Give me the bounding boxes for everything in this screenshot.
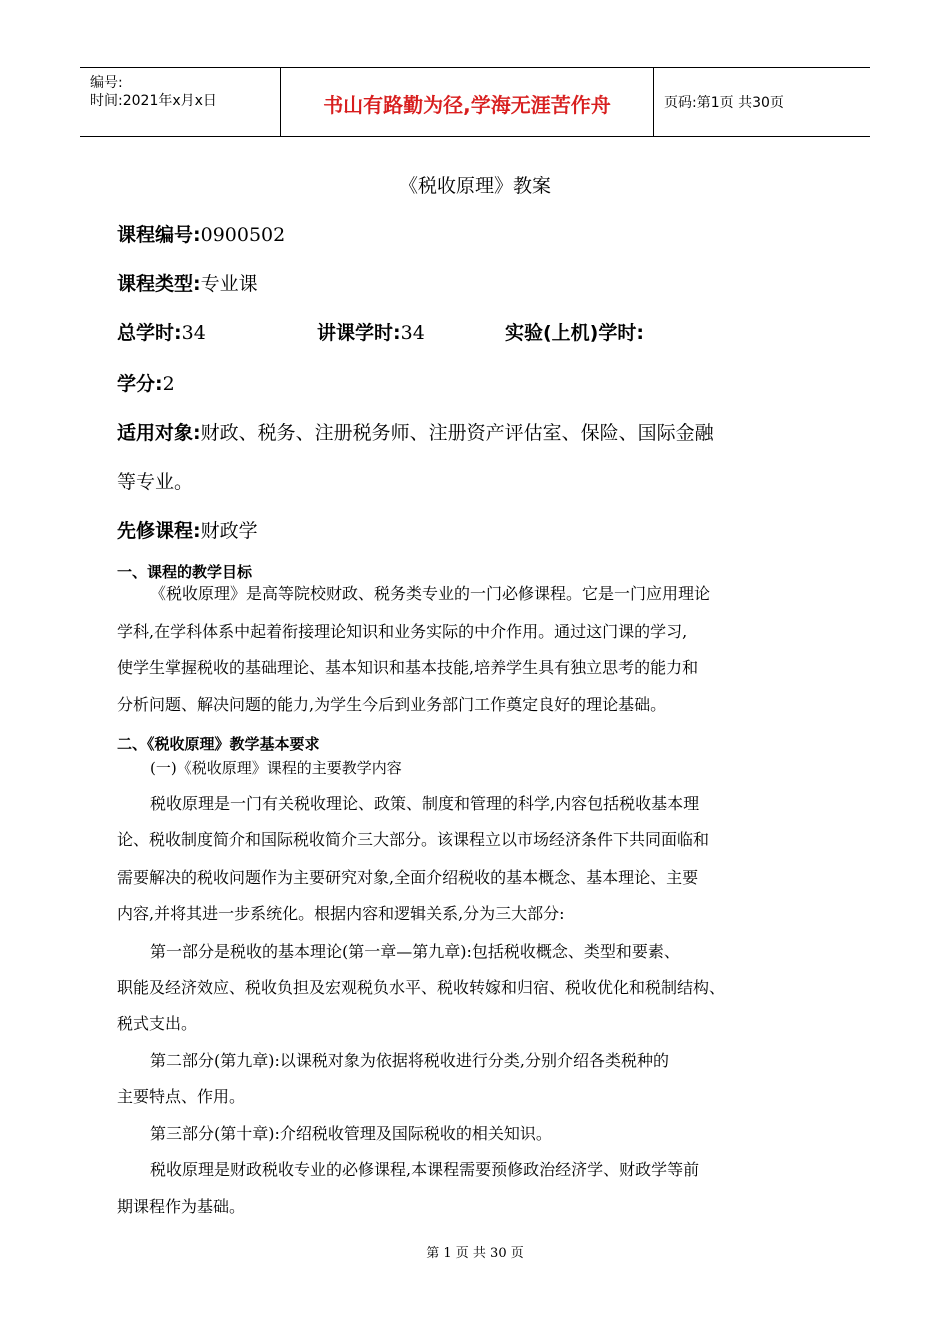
course-number-label: 课程编号: [117, 224, 201, 246]
course-number-field [117, 222, 285, 248]
credits-value: 2 [162, 373, 175, 395]
section2-para3-line: 主要特点、作用。 [117, 1087, 246, 1106]
section2-heading: 二、《税收原理》教学基本要求 [117, 735, 320, 753]
prereq-field [117, 518, 258, 544]
section2-para4-line: 第三部分(第十章):介绍税收管理及国际税收的相关知识。 [150, 1124, 552, 1143]
section2-para1-line: 需要解决的税收问题作为主要研究对象,全面介绍税收的基本概念、基本理论、主要 [117, 868, 699, 887]
lab-hours-field [505, 320, 644, 346]
prereq-label: 先修课程: [117, 520, 201, 542]
total-hours-label: 总学时: [117, 322, 182, 344]
course-number-value: 0900502 [200, 224, 286, 246]
section2-para2-line: 职能及经济效应、税收负担及宏观税负水平、税收转嫁和归宿、税收优化和税制结构、 [117, 978, 726, 997]
audience-field [117, 420, 714, 446]
section2-para1-line: 论、税收制度简介和国际税收简介三大部分。该课程立以市场经济条件下共同面临和 [117, 830, 710, 849]
audience-value-line1: 财政、税务、注册税务师、注册资产评估室、保险、国际金融 [200, 422, 714, 444]
credits-field [117, 371, 175, 397]
course-type-field [117, 271, 258, 297]
section2-para2-line: 税式支出。 [117, 1014, 198, 1033]
document-title: 《税收原理》教案 [398, 175, 551, 197]
credits-label: 学分: [117, 373, 163, 395]
section1-line: 分析问题、解决问题的能力,为学生今后到业务部门工作奠定良好的理论基础。 [117, 695, 667, 714]
header-page-cell [654, 68, 870, 136]
header-date: 时间:2021年x月x日 [90, 93, 217, 109]
header-motto-cell [280, 68, 654, 136]
section2-para5-line: 税收原理是财政税收专业的必修课程,本课程需要预修政治经济学、财政学等前 [150, 1160, 700, 1179]
audience-label: 适用对象: [117, 422, 201, 444]
lecture-hours-value: 34 [400, 322, 425, 344]
header-page-code: 页码:第1页 共30页 [664, 95, 784, 111]
header-motto: 书山有路勤为径,学海无涯苦作舟 [323, 93, 611, 117]
section1-line: 使学生掌握税收的基础理论、基本知识和基本技能,培养学生具有独立思考的能力和 [117, 658, 699, 677]
section2-para3-line: 第二部分(第九章):以课税对象为依据将税收进行分类,分别介绍各类税种的 [150, 1051, 669, 1070]
section1-heading: 一、课程的教学目标 [117, 563, 253, 581]
section1-line: 《税收原理》是高等院校财政、税务类专业的一门必修课程。它是一门应用理论 [150, 584, 711, 603]
section1-line: 学科,在学科体系中起着衔接理论知识和业务实际的中介作用。通过这门课的学习, [117, 622, 688, 641]
total-hours-value: 34 [181, 322, 206, 344]
section2-para5-line: 期课程作为基础。 [117, 1197, 246, 1216]
page-footer: 第 1 页 共 30 页 [426, 1246, 524, 1261]
section2-subheading: (一)《税收原理》课程的主要教学内容 [150, 759, 402, 777]
total-hours-field [117, 320, 206, 346]
lecture-hours-field [317, 320, 425, 346]
prereq-value: 财政学 [200, 520, 258, 542]
page-header [80, 67, 870, 137]
header-number: 编号: [90, 75, 123, 91]
course-type-value: 专业课 [200, 273, 258, 295]
lab-hours-label: 实验(上机)学时: [505, 322, 644, 344]
course-type-label: 课程类型: [117, 273, 201, 295]
section2-para1-line: 税收原理是一门有关税收理论、政策、制度和管理的科学,内容包括税收基本理 [150, 794, 700, 813]
lecture-hours-label: 讲课学时: [317, 322, 401, 344]
header-info-cell [80, 68, 280, 136]
section2-para2-line: 第一部分是税收的基本理论(第一章—第九章):包括税收概念、类型和要素、 [150, 942, 680, 961]
audience-value-line2: 等专业。 [117, 471, 194, 493]
section2-para1-line: 内容,并将其进一步系统化。根据内容和逻辑关系,分为三大部分: [117, 904, 565, 923]
